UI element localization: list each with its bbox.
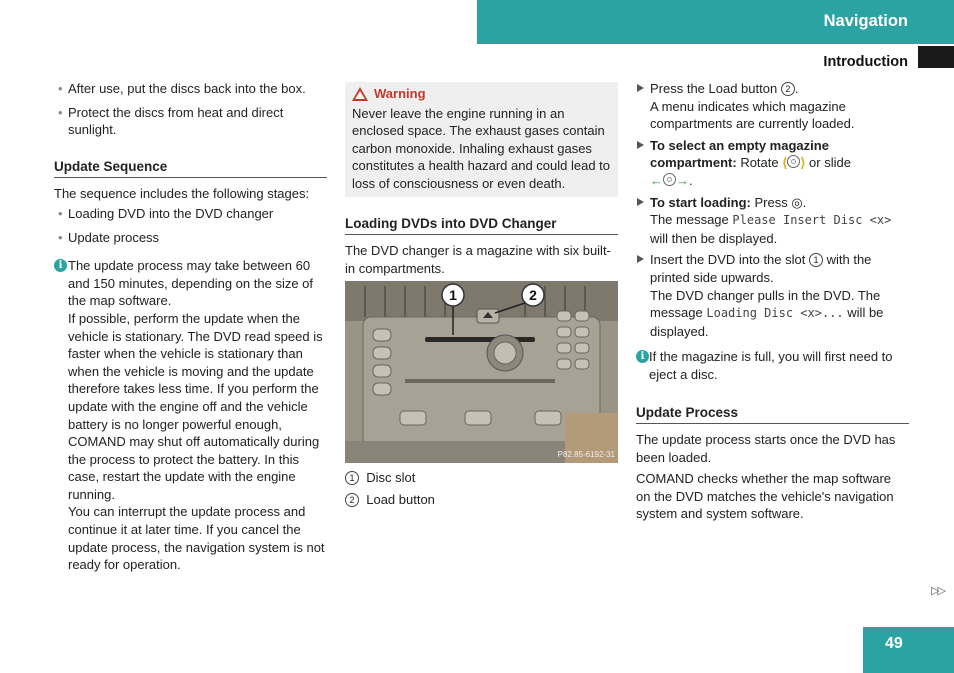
thumb-tab (918, 46, 954, 68)
paragraph: The update process starts once the DVD has been loaded. (636, 432, 896, 465)
step-label: To select an empty magazine compartment: (650, 137, 829, 171)
step-arrow-icon (637, 198, 644, 206)
section-heading-update-process: Update Process (636, 404, 909, 425)
warning-heading (352, 85, 612, 103)
display-message: Loading Disc <x>... (706, 306, 844, 321)
rotate-controller-icon: ⟨ ⟩ (782, 155, 806, 171)
slide-controller-icon: ← → (650, 172, 689, 188)
bullet-text: After use, put the discs back into the box. (68, 81, 306, 96)
step-text: will be displayed. (650, 305, 884, 339)
section-heading-update-sequence: Update Sequence (54, 158, 327, 179)
list-item (54, 80, 327, 98)
paragraph: The sequence includes the following stages: (54, 186, 310, 202)
step-arrow-icon (637, 84, 644, 92)
column-right (636, 80, 909, 529)
caption-item (345, 469, 618, 487)
callout-number: 2 (345, 493, 359, 507)
bullet-icon: • (58, 229, 63, 245)
chapter-header-bar (477, 0, 954, 44)
caption-text: Disc slot (366, 470, 416, 486)
step-result: A menu indicates which magazine compartments are currently loaded. (650, 98, 855, 132)
paragraph: COMAND checks whether the map software on the DVD matches the vehicle's navigation system and system software. (636, 471, 894, 522)
step-result (650, 211, 909, 247)
display-message: Please Insert Disc <x> (732, 213, 892, 228)
caption-text: Load button (366, 491, 435, 507)
bullet-text: Protect the discs from heat and direct sunlight. (68, 104, 284, 138)
list-item (54, 229, 327, 247)
info-icon: i (54, 259, 67, 272)
list-item (54, 205, 327, 223)
column-middle (345, 82, 618, 513)
list-item (54, 104, 327, 139)
paragraph: The DVD changer is a magazine with six built-in compartments. (345, 243, 611, 276)
step-text: Rotate (740, 155, 779, 171)
info-note (54, 257, 327, 574)
instruction-step: To start loading: Press ◎. The message Please Insert Disc <x> will then be displayed. (636, 194, 909, 248)
callout-number: 1 (809, 253, 823, 267)
step-text: will then be displayed. (650, 230, 778, 246)
step-text: . (794, 81, 799, 96)
press-controller-icon: ◎ (791, 194, 803, 210)
instruction-step: To select an empty magazine compartment: Rotate ⟨ ⟩ or slide ← →. (636, 137, 909, 190)
instruction-step (636, 251, 909, 340)
step-text: or slide (809, 155, 851, 171)
step-text: Press the Load button (650, 81, 778, 96)
image-code: P82.85-6192-31 (557, 450, 615, 460)
callout-2: 2 (529, 287, 537, 304)
info-note (636, 348, 909, 383)
info-text: The update process may take between 60 and 150 minutes, depending on the size of the map software. (68, 258, 314, 309)
bullet-icon: • (58, 81, 63, 96)
step-text: Insert the DVD into the slot (650, 252, 806, 268)
instruction-step (636, 80, 909, 133)
step-text: The DVD changer pulls in the DVD. The message (650, 287, 881, 321)
section-heading-loading-dvds: Loading DVDs into DVD Changer (345, 215, 618, 236)
bullet-icon: • (58, 205, 63, 221)
warning-text: Never leave the engine running in an enclosed space. The exhaust gases contain carbon monoxide. Inhaling exhaust gases constitutes a health hazard and could lead to loss of consciousness or even death. (352, 105, 611, 191)
bullet-text: Update process (68, 229, 160, 245)
info-text: You can interrupt the update process and continue it at later time. If you cancel the update process, the navigation system is not ready for operation. (68, 504, 325, 573)
section-subtitle: Introduction (823, 54, 908, 70)
callout-number: 1 (345, 471, 359, 485)
caption-item (345, 491, 618, 509)
page-number: 49 (885, 635, 903, 652)
step-arrow-icon (637, 141, 644, 149)
bullet-text: Loading DVD into the DVD changer (68, 205, 274, 221)
info-icon: i (636, 350, 649, 363)
callout-number: 2 (781, 82, 795, 96)
step-label: To start loading: (650, 194, 751, 210)
continue-arrow-icon: ▷▷ (931, 585, 944, 597)
column-left (54, 80, 327, 574)
chapter-title: Navigation (823, 12, 908, 30)
callout-1: 1 (449, 287, 457, 304)
page-number-box (863, 627, 954, 673)
warning-title: Warning (374, 86, 426, 101)
step-result (650, 287, 909, 341)
step-arrow-icon (637, 255, 644, 263)
step-text: Press (754, 194, 788, 210)
dvd-changer-photo (345, 281, 618, 463)
bullet-icon: • (58, 104, 63, 120)
info-text: If the magazine is full, you will first need to eject a disc. (649, 349, 893, 382)
step-text: The message (650, 212, 729, 228)
warning-box (345, 82, 618, 197)
info-text: If possible, perform the update when the vehicle is stationary. The DVD read speed is faster when the vehicle is stationary than when the vehicle is moving and the update therefore takes less time. If you perform the update with the engine off and the vehicle battery is no longer powerful enough, COMAND may shut off automatically during the process to protect the battery. In this case, restart the update with the engine running. (68, 310, 323, 502)
step-text: with the printed side upwards. (650, 252, 872, 285)
warning-triangle-icon (352, 87, 368, 101)
